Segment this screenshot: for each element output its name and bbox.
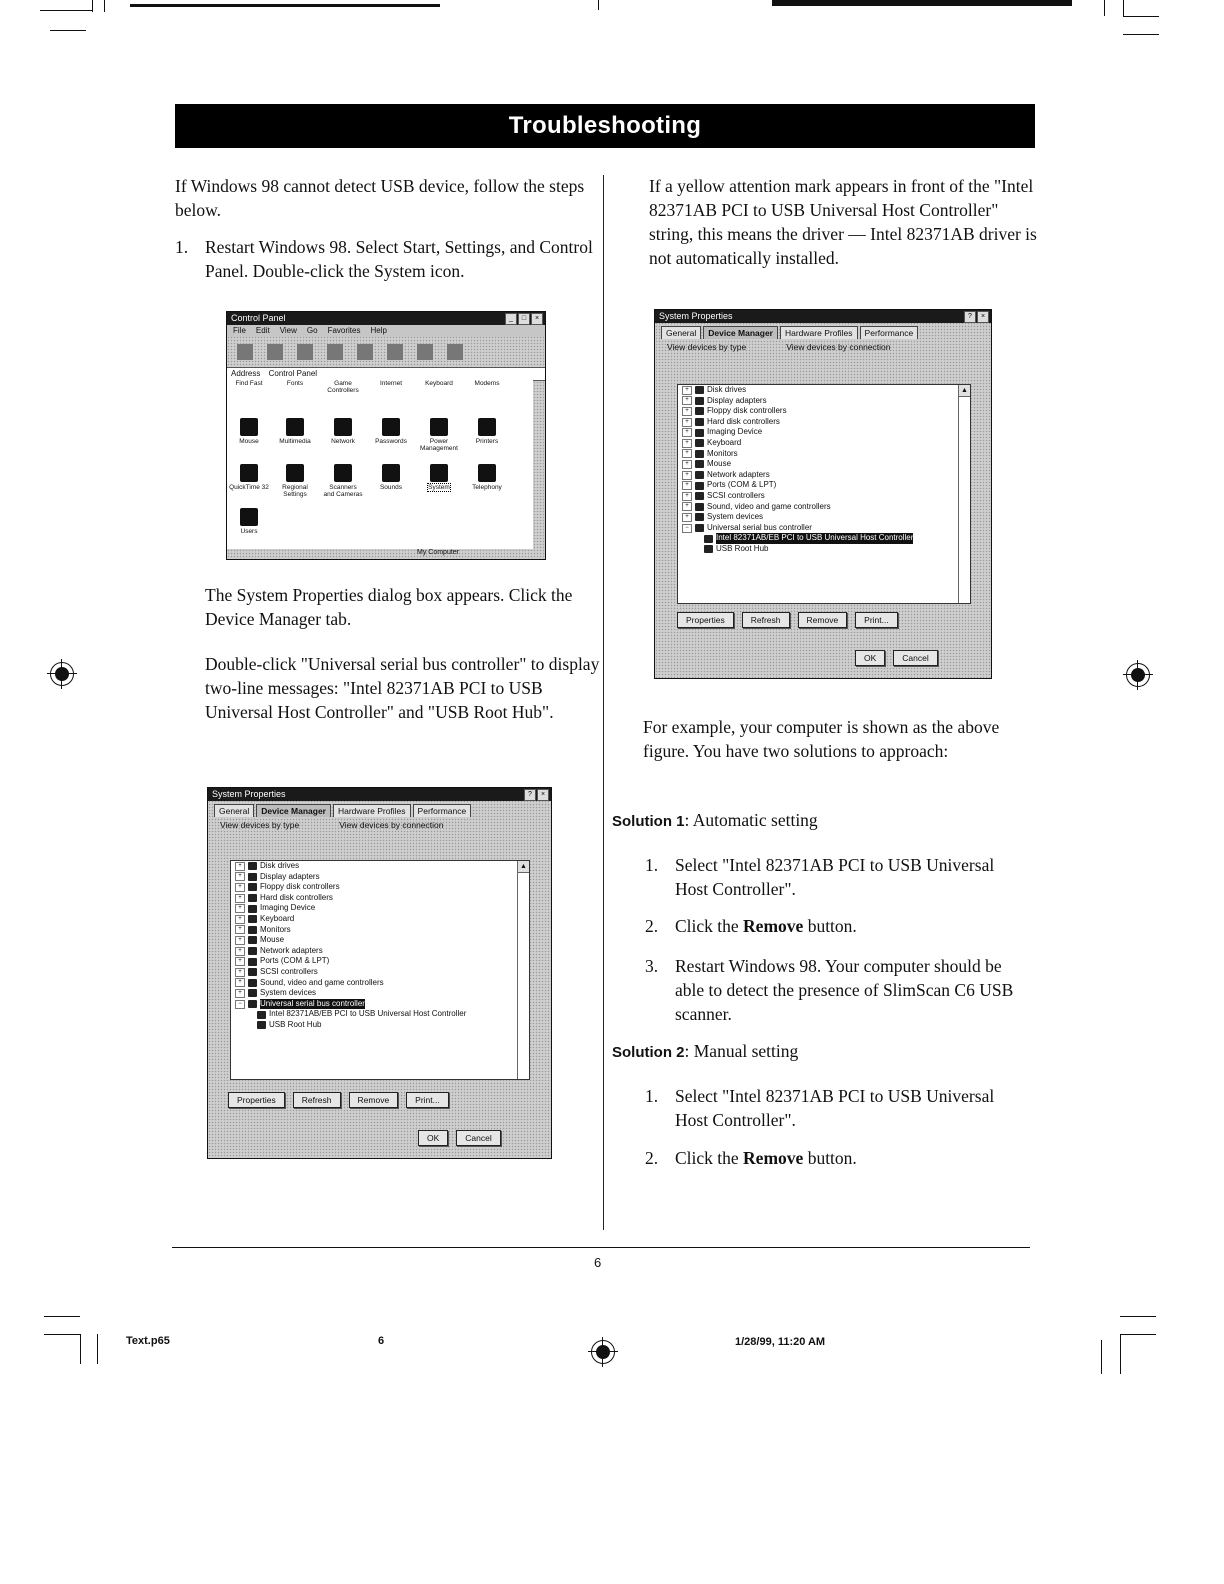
cancel-button[interactable]: Cancel: [456, 1130, 500, 1146]
menu-item[interactable]: Go: [306, 326, 318, 335]
refresh-button[interactable]: Refresh: [742, 612, 790, 628]
registration-mark-right: [1123, 660, 1153, 690]
close-icon: ×: [531, 313, 543, 325]
system-properties-screenshot-left: [207, 787, 552, 1159]
scrollbar[interactable]: [517, 861, 529, 1079]
crop-mark: [44, 1316, 80, 1317]
cp-icon-multimedia[interactable]: Multimedia: [275, 418, 315, 445]
globe-icon: [286, 464, 304, 482]
minimize-icon: _: [505, 313, 517, 325]
remove-button[interactable]: Remove: [798, 612, 848, 628]
usb-icon: [257, 1011, 266, 1019]
solution-1-step-1: [645, 853, 1025, 901]
page-number: 6: [594, 1255, 602, 1270]
step-number: 3.: [645, 956, 659, 976]
solution-1-step-3: [645, 954, 1025, 1026]
properties-button[interactable]: Properties: [677, 612, 734, 628]
cp-icon-keyboard[interactable]: Keyboard: [425, 380, 453, 387]
doubleclick-paragraph: Double-click "Universal serial bus controller" to display two-line messages: "Intel 82371AB PCI to USB Universal Host Controller" and "USB Root Hub".: [205, 654, 600, 722]
step-text: Click the Remove button.: [675, 1148, 857, 1168]
device-row[interactable]: + System devices: [231, 988, 529, 999]
device-row[interactable]: + SCSI controllers: [231, 967, 529, 978]
dialog-buttons: [418, 1130, 501, 1146]
solution-2-label: Solution 2: [612, 1044, 685, 1061]
tab-general[interactable]: General: [661, 326, 701, 339]
device-row[interactable]: + Ports (COM & LPT): [231, 956, 529, 967]
radio-view-by-type[interactable]: View devices by type: [220, 820, 300, 830]
menu-item[interactable]: File: [233, 326, 246, 335]
step-number: 2.: [645, 1148, 659, 1168]
device-row[interactable]: + Mouse: [231, 935, 529, 946]
speaker-icon: [382, 464, 400, 482]
radio-view-by-connection[interactable]: View devices by connection: [786, 342, 891, 352]
crop-mark: [44, 1334, 80, 1335]
device-row[interactable]: + Display adapters: [231, 872, 529, 883]
remove-button[interactable]: Remove: [349, 1092, 399, 1108]
step-text: Select "Intel 82371AB PCI to USB Universal Host Controller".: [675, 1086, 995, 1130]
menu-item[interactable]: View: [279, 326, 297, 335]
toolbar: [227, 337, 545, 367]
solution-2-heading: [612, 1039, 798, 1065]
window-title: System Properties: [659, 311, 733, 321]
print-button[interactable]: Print...: [855, 612, 898, 628]
tab-device-manager[interactable]: Device Manager: [703, 326, 778, 339]
tab-performance[interactable]: Performance: [413, 804, 472, 817]
step-text: Restart Windows 98. Your computer should be able to detect the presence of SlimScan C6 USB scanner.: [675, 956, 1014, 1024]
step-1: [175, 235, 595, 283]
device-row[interactable]: + Network adapters: [231, 946, 529, 957]
help-icon: ?: [964, 311, 976, 323]
column-divider: [603, 175, 604, 1230]
usb-icon: [704, 535, 713, 543]
tab-performance[interactable]: Performance: [860, 326, 919, 339]
up-icon[interactable]: [297, 344, 313, 360]
device-row[interactable]: + Keyboard: [231, 914, 529, 925]
device-row[interactable]: + Sound, video and game controllers: [231, 978, 529, 989]
computer-icon: [430, 464, 448, 482]
device-row[interactable]: + Sound, video and game controllers: [678, 502, 970, 513]
cp-icon-quicktime[interactable]: QuickTime 32: [229, 464, 269, 491]
crop-mark: [40, 10, 92, 11]
users-icon: [240, 508, 258, 526]
device-row[interactable]: + Hard disk controllers: [678, 417, 970, 428]
crop-mark: [1120, 1334, 1121, 1374]
crop-mark: [104, 0, 105, 12]
radio-view-by-connection[interactable]: View devices by connection: [339, 820, 444, 830]
cp-icon-mouse[interactable]: Mouse: [229, 418, 269, 445]
usb-child-row[interactable]: USB Root Hub: [231, 1020, 529, 1031]
dialog-paragraph: The System Properties dialog box appears. Click the Device Manager tab.: [205, 585, 573, 629]
tab-strip: [655, 323, 991, 339]
solution-2-step-2: [645, 1146, 1025, 1170]
back-icon[interactable]: [237, 344, 253, 360]
example-paragraph: For example, your computer is shown as the above figure. You have two solutions to approach:: [643, 717, 1000, 761]
attention-paragraph: If a yellow attention mark appears in front of the "Intel 82371AB PCI to USB Universal Host Controller" string, this means the driver — Intel 82371AB driver is not automatically installed.: [649, 176, 1037, 268]
slug-filename: Text.p65: [126, 1335, 170, 1347]
view-options: [208, 817, 551, 833]
crop-mark: [1101, 1340, 1102, 1374]
print-button[interactable]: Print...: [406, 1092, 449, 1108]
device-buttons: [677, 612, 898, 628]
printer-icon: [478, 418, 496, 436]
device-tree: [230, 860, 530, 1080]
power-icon: [430, 418, 448, 436]
registration-mark-left: [47, 659, 77, 689]
tab-device-manager[interactable]: Device Manager: [256, 804, 331, 817]
menu-item[interactable]: Edit: [255, 326, 270, 335]
device-row[interactable]: + Disk drives: [231, 861, 529, 872]
icon-view: [227, 378, 533, 549]
scroll-up-icon: ▲: [959, 385, 970, 397]
device-row[interactable]: + System devices: [678, 512, 970, 523]
window-title: Control Panel: [231, 313, 286, 323]
tab-strip: [208, 801, 551, 817]
device-row-usb-selected[interactable]: − Universal serial bus controller: [231, 999, 529, 1010]
cp-icon-game-controllers[interactable]: Game Controllers: [327, 380, 359, 394]
menu-bar: [227, 325, 545, 337]
forward-icon[interactable]: [267, 344, 283, 360]
undo-icon[interactable]: [417, 344, 433, 360]
help-icon: ?: [524, 789, 536, 801]
key-icon: [382, 418, 400, 436]
device-row[interactable]: + Ports (COM & LPT): [678, 480, 970, 491]
solution-2-title: : Manual setting: [684, 1041, 799, 1061]
step-text: Click the Remove button.: [675, 916, 857, 936]
view-options: [655, 339, 991, 355]
tab-hardware-profiles[interactable]: Hardware Profiles: [780, 326, 858, 339]
footer-rule: [172, 1247, 1030, 1248]
solution-2-step-1: [645, 1084, 1025, 1132]
window-titlebar: [227, 312, 545, 325]
crop-mark: [1123, 0, 1124, 16]
network-icon: [334, 418, 352, 436]
copy-icon[interactable]: [357, 344, 373, 360]
cp-icon-modems[interactable]: Modems: [474, 380, 500, 387]
step-number: 1.: [645, 1086, 659, 1106]
window-titlebar: [655, 310, 991, 323]
control-panel-screenshot: [226, 311, 546, 560]
device-row[interactable]: + Imaging Device: [231, 903, 529, 914]
solution-1-title: : Automatic setting: [684, 810, 818, 830]
tab-general[interactable]: General: [214, 804, 254, 817]
cp-icon-scanners-cameras[interactable]: Scanners and Cameras: [323, 464, 363, 498]
cp-icon-system[interactable]: System: [419, 464, 459, 491]
step-text: Select "Intel 82371AB PCI to USB Universal Host Controller".: [675, 855, 995, 899]
cp-icon-internet[interactable]: Internet: [379, 380, 403, 387]
crop-mark: [1120, 1334, 1156, 1335]
window-title: System Properties: [212, 789, 286, 799]
color-bar: [772, 0, 1072, 6]
radio-view-by-type[interactable]: View devices by type: [667, 342, 747, 352]
device-row[interactable]: + Mouse: [678, 459, 970, 470]
cancel-button[interactable]: Cancel: [893, 650, 937, 666]
device-row[interactable]: + SCSI controllers: [678, 491, 970, 502]
device-row[interactable]: + Network adapters: [678, 470, 970, 481]
ok-button[interactable]: OK: [418, 1130, 448, 1146]
color-bar: [130, 4, 440, 7]
scrollbar[interactable]: [958, 385, 970, 603]
device-row[interactable]: + Imaging Device: [678, 427, 970, 438]
address-label: Address: [231, 369, 261, 378]
device-row[interactable]: + Floppy disk controllers: [231, 882, 529, 893]
device-row[interactable]: + Monitors: [231, 925, 529, 936]
cp-icon-fonts[interactable]: Fonts: [286, 380, 304, 387]
status-bar: [227, 549, 545, 559]
system-properties-screenshot-right: [654, 309, 992, 679]
delete-icon[interactable]: [447, 344, 463, 360]
window-titlebar: [208, 788, 551, 801]
ok-button[interactable]: OK: [855, 650, 885, 666]
cp-icon-users[interactable]: Users: [229, 508, 269, 535]
multimedia-icon: [286, 418, 304, 436]
page-title: Troubleshooting: [175, 104, 1035, 148]
cp-icon-sounds[interactable]: Sounds: [371, 464, 411, 491]
cp-icon-power-management[interactable]: Power Management: [419, 418, 459, 452]
step-number: 1.: [645, 855, 659, 875]
slug-page: 6: [378, 1335, 385, 1347]
crop-mark: [80, 1334, 81, 1364]
menu-item[interactable]: Help: [370, 326, 387, 335]
solution-1-label: Solution 1: [612, 813, 685, 830]
cp-icon-passwords[interactable]: Passwords: [371, 418, 411, 445]
device-tree: [677, 384, 971, 604]
crop-mark: [1123, 16, 1159, 17]
close-icon: ×: [537, 789, 549, 801]
cp-icon-network[interactable]: Network: [323, 418, 363, 445]
crop-mark: [97, 1334, 98, 1364]
cp-icon-regional-settings[interactable]: Regional Settings: [275, 464, 315, 498]
usb-child-row[interactable]: Intel 82371AB/EB PCI to USB Universal Host Controller: [231, 1009, 529, 1020]
crop-mark: [50, 30, 86, 31]
scroll-up-icon: ▲: [518, 861, 529, 873]
cut-icon[interactable]: [327, 344, 343, 360]
device-row[interactable]: + Floppy disk controllers: [678, 406, 970, 417]
device-row[interactable]: + Hard disk controllers: [231, 893, 529, 904]
usb-icon: [704, 545, 713, 553]
tab-hardware-profiles[interactable]: Hardware Profiles: [333, 804, 411, 817]
device-row[interactable]: + Disk drives: [678, 385, 970, 396]
slug-date: 1/28/99, 11:20 AM: [735, 1336, 826, 1348]
device-row[interactable]: + Monitors: [678, 449, 970, 460]
step-number: 1.: [175, 237, 189, 257]
usb-child-row-selected[interactable]: Intel 82371AB/EB PCI to USB Universal Host Controller: [678, 533, 970, 544]
menu-item[interactable]: Favorites: [327, 326, 361, 335]
paste-icon[interactable]: [387, 344, 403, 360]
device-buttons: [228, 1092, 449, 1108]
cp-icon-printers[interactable]: Printers: [467, 418, 507, 445]
cp-icon-telephony[interactable]: Telephony: [467, 464, 507, 491]
device-row[interactable]: − Universal serial bus controller: [678, 523, 970, 534]
crop-mark: [1123, 34, 1159, 35]
close-icon: ×: [977, 311, 989, 323]
scanner-icon: [334, 464, 352, 482]
crop-mark: [1104, 0, 1105, 16]
address-value: Control Panel: [268, 369, 318, 378]
intro-paragraph: If Windows 98 cannot detect USB device, follow the steps below.: [175, 176, 585, 220]
device-row[interactable]: + Keyboard: [678, 438, 970, 449]
refresh-button[interactable]: Refresh: [293, 1092, 341, 1108]
usb-icon: [257, 1021, 266, 1029]
step-number: 2.: [645, 916, 659, 936]
cp-icon-find-fast[interactable]: Find Fast: [235, 380, 263, 387]
crop-mark: [1120, 1316, 1156, 1317]
solution-1-step-2: [645, 914, 1025, 938]
maximize-icon: □: [518, 313, 530, 325]
dialog-buttons: [855, 650, 938, 666]
mouse-icon: [240, 418, 258, 436]
crop-mark: [92, 0, 93, 12]
status-text: My Computer: [417, 549, 460, 556]
telephone-icon: [478, 464, 496, 482]
registration-mark-bottom: [588, 1337, 618, 1367]
device-row[interactable]: + Display adapters: [678, 396, 970, 407]
solution-1-heading: [612, 808, 818, 834]
properties-button[interactable]: Properties: [228, 1092, 285, 1108]
usb-child-row[interactable]: USB Root Hub: [678, 544, 970, 555]
crop-mark: [598, 0, 599, 10]
step-text: Restart Windows 98. Select Start, Settings, and Control Panel. Double-click the System icon.: [205, 237, 593, 281]
quicktime-icon: [240, 464, 258, 482]
